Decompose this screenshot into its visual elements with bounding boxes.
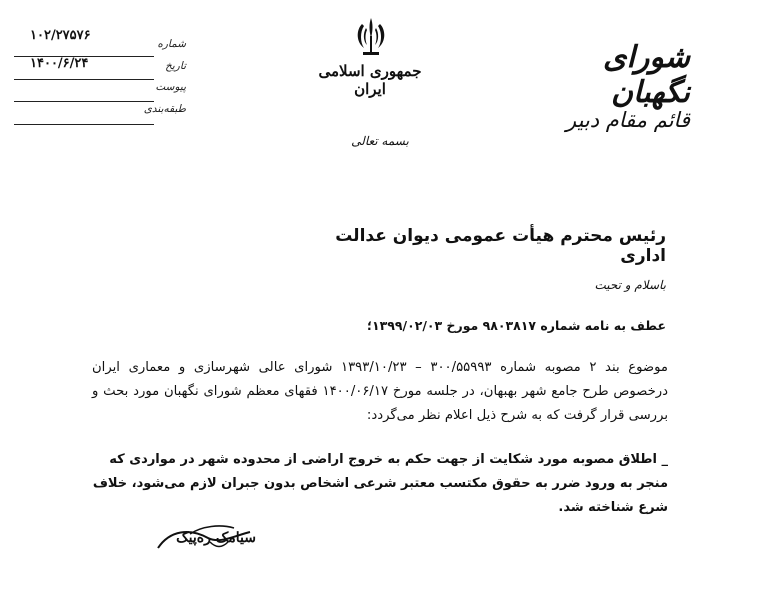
letter-number: ۱۰۲/۲۷۵۷۶	[30, 28, 91, 43]
reference-line: عطف به نامه شماره ۹۸۰۳۸۱۷ مورخ ۱۳۹۹/۰۲/۰۳؛	[366, 318, 666, 333]
emblem-icon	[348, 14, 394, 60]
letter-date: ۱۴۰۰/۶/۲۴	[30, 56, 89, 71]
invocation: بسمه تعالی	[351, 134, 409, 148]
meta-line	[14, 102, 154, 125]
republic-title: جمهوری اسلامی ایران	[318, 62, 422, 98]
greeting: باسلام و تحیت	[594, 278, 666, 292]
addressee: رئیس محترم هیأت عمومی دیوان عدالت اداری	[335, 226, 666, 266]
meta-label-date: تاریخ	[165, 59, 186, 72]
meta-label-attachment: پیوست	[155, 81, 186, 93]
meta-values	[30, 28, 140, 84]
council-name: شورای نگهبان	[603, 40, 690, 110]
office-title: قائم مقام دبیر	[565, 108, 690, 132]
meta-label-number: شماره	[157, 38, 186, 50]
signer-name: سیامک ره‌پیک	[176, 530, 256, 546]
ruling-paragraph: _ اطلاق مصوبه مورد شکایت از جهت حکم به خروج اراضی از محدوده شهر در مواردی که منجر به ورود ضرر به حقوق مکتسب معتبر شرعی اشخاص بدون جبران لازم می‌شود، خلاف شرع شناخته شد.	[92, 452, 668, 515]
meta-label-classification: طبقه‌بندی	[143, 102, 186, 115]
body-paragraph: موضوع بند ۲ مصوبه شماره ۳۰۰/۵۵۹۹۳ – ۱۳۹۳/۱۰/۲۳ شورای عالی شهرسازی و معماری ایران درخصوص طرح جامع شهر بهبهان، در جلسه مورخ ۱۴۰۰/۰۶/۱۷ فقهای معظم شورای نگهبان مورد بحث و بررسی قرار گرفت که به شرح ذیل اعلام نظر می‌گردد:	[92, 360, 668, 423]
